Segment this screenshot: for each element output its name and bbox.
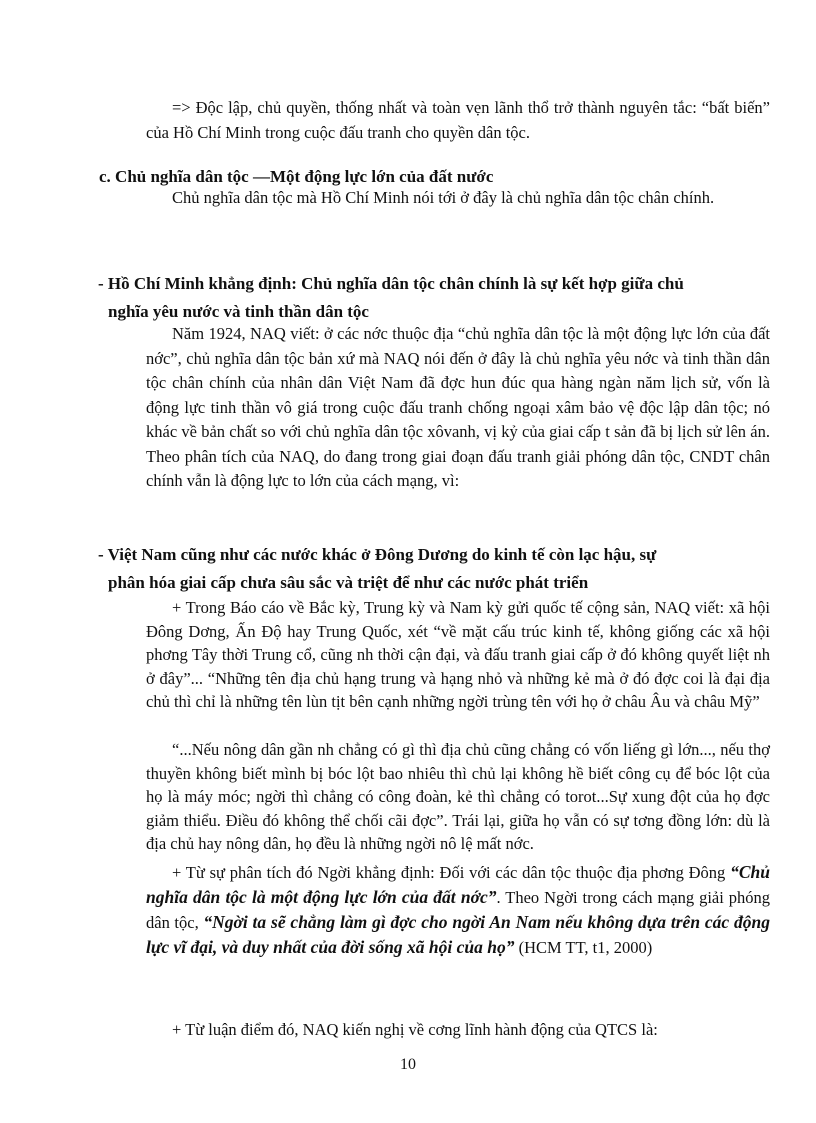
citation: (HCM TT, t1, 2000) [514, 938, 653, 957]
point-2-heading [98, 541, 770, 597]
point-2-paragraph-4: + Từ luận điểm đó, NAQ kiến nghị về cơng lĩnh hành động của QTCS là: [172, 1020, 658, 1039]
paragraph-3-text-a: + Từ sự phân tích đó Ngời khẳng định: Đối với các dân tộc thuộc địa phơng Đông [172, 863, 731, 882]
section-c-paragraph: Chủ nghĩa dân tộc mà Hồ Chí Minh nói tới ở đây là chủ nghĩa dân tộc chân chính. [172, 188, 715, 207]
quote-1: “Chủ nghĩa dân tộc là một động lực lớn của đất nớc” [146, 862, 770, 907]
section-c-heading: c. Chủ nghĩa dân tộc —Một động lực lớn của đất nước [99, 167, 494, 186]
point-2-paragraph-3 [146, 860, 770, 960]
point-1-heading-line1: - Hồ Chí Minh khẳng định: Chủ nghĩa dân tộc chân chính là sự kết hợp giữa chủ [98, 274, 684, 293]
point-1-paragraph: Năm 1924, NAQ viết: ở các nớc thuộc địa “chủ nghĩa dân tộc là một động lực lớn của đất nớc”, chủ nghĩa dân tộc bản xứ mà NAQ nói đến ở đây là chủ nghĩa yêu nớc và tinh thần dân tộc chân chính của nhân dân Việt Nam đã đợc hun đúc qua hàng ngàn năm lịch sử, vốn là động lực tinh thần vô giá trong cuộc đấu tranh chống ngoại xâm bảo vệ độc lập dân tộc; nó khác về bản chất so với chủ nghĩa dân tộc xôvanh, vị kỷ của giai cấp t sản đã bị lịch sử lên án. Theo phân tích của NAQ, do đang trong giai đoạn đấu tranh giải phóng dân tộc, CNDT chân chính vẫn là động lực to lớn của cách mạng, vì: [146, 324, 770, 490]
quote-2: “Ngời ta sẽ chẳng làm gì đợc cho ngời An Nam nếu không dựa trên các động lực vĩ đại, và duy nhất của đời sống xã hội của họ” [146, 912, 771, 957]
point-1-heading [98, 270, 770, 326]
paragraph-3-text-b: . Theo Ngời trong cách mạng giải phóng dân tộc, [146, 888, 770, 932]
point-2-heading-line2: phân hóa giai cấp chưa sâu sắc và triệt để như các nước phát triển [108, 573, 589, 592]
point-1-heading-line2: nghĩa yêu nước và tinh thần dân tộc [108, 302, 369, 321]
point-2-paragraph-2: “...Nếu nông dân gần nh chẳng có gì thì địa chủ cũng chẳng có vốn liếng gì lớn..., nếu thợ thuyền không biết mình bị bóc lột bao nhiêu thì chủ lại không hề biết công cụ để bóc lột của họ là máy móc; ngời thì chẳng có công đoàn, kẻ thì chẳng có torot...Sự xung đột của họ đợc giảm thiểu. Điều đó không thể chối cãi đợc”. Trái lại, giữa họ vẫn có sự tơng đồng lớn: dù là địa chủ hay nông dân, họ đều là những ngời nô lệ mất nớc. [146, 740, 770, 853]
point-2-paragraph-1: + Trong Báo cáo về Bắc kỳ, Trung kỳ và Nam kỳ gửi quốc tế cộng sản, NAQ viết: xã hội Đông Dơng, Ấn Độ hay Trung Quốc, xét “về mặt cấu trúc kinh tế, không giống các xã hội phơng Tây thời Trung cổ, cũng nh thời cận đại, và đấu tranh giai cấp ở đó không quyết liệt nh ở đây”... “Những tên địa chủ hạng trung và hạng nhỏ và những kẻ mà ở đó đợc coi là đại địa chủ thì chỉ là những tên lùn tịt bên cạnh những ngời trùng tên với họ ở châu Âu và châu Mỹ” [146, 598, 770, 711]
intro-paragraph: => Độc lập, chủ quyền, thống nhất và toàn vẹn lãnh thổ trở thành nguyên tắc: “bất biến” của Hồ Chí Minh trong cuộc đấu tranh cho quyền dân tộc. [146, 98, 770, 142]
point-2-heading-line1: - Việt Nam cũng như các nước khác ở Đông Dương do kinh tế còn lạc hậu, sự [98, 545, 657, 564]
page-number: 10 [400, 1056, 416, 1073]
